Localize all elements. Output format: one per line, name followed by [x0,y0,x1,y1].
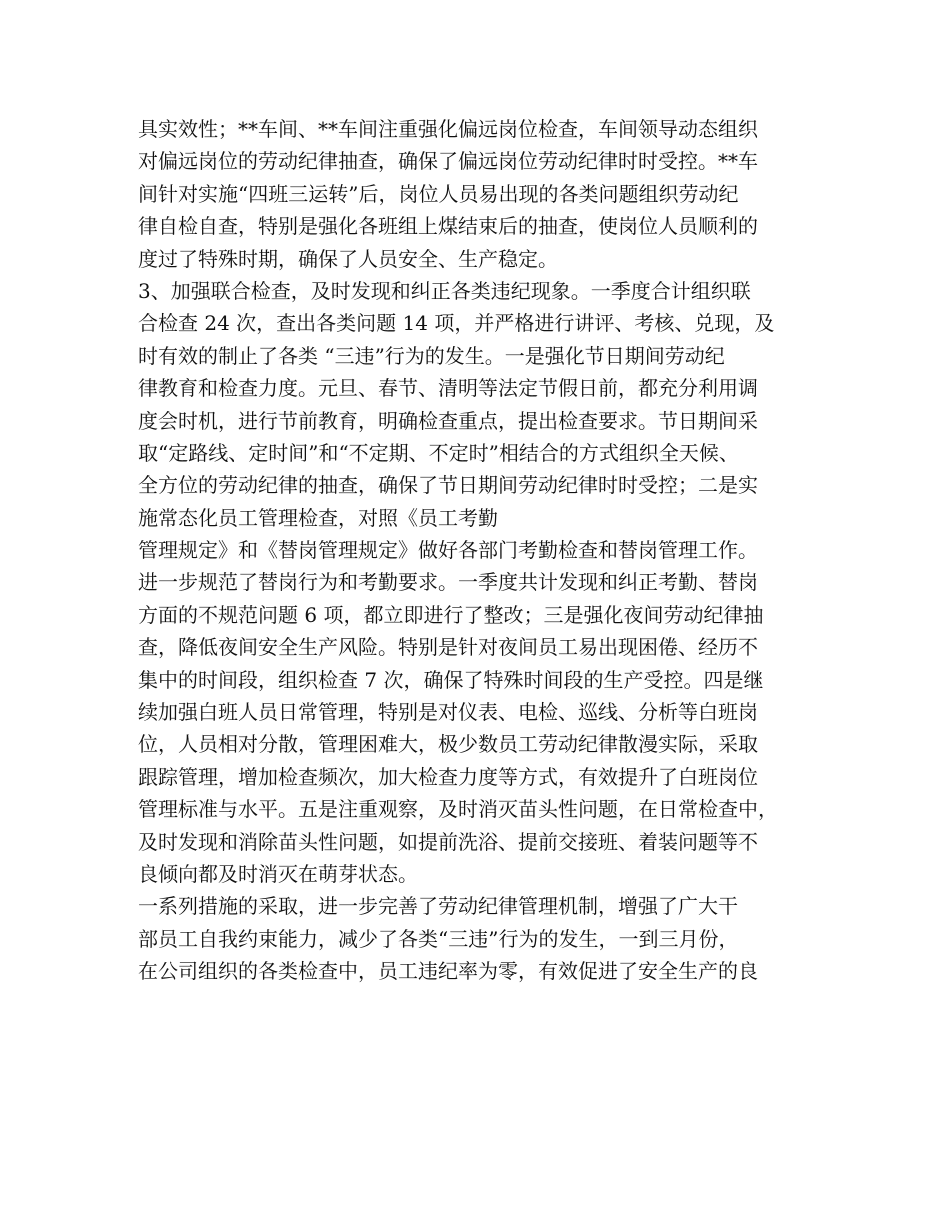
text-line: 部员工自我约束能力，减少了各类“三违”行为的发生，一到三月份， [138,926,739,951]
text-line: 查，降低夜间安全生产风险。特别是针对夜间员工易出现困倦、经历不 [138,635,758,660]
text-line: 位，人员相对分散，管理困难大，极少数员工劳动纪律散漫实际，采取 [138,732,758,757]
text-line: 间针对实施“四班三运转”后，岗位人员易出现的各类问题组织劳动纪 [138,181,739,206]
text-line: 合检查 24 次，查出各类问题 14 项，并严格进行讲评、考核、兑现，及 [138,311,775,336]
text-line: 全方位的劳动纪律的抽查，确保了节日期间劳动纪律时时受控；二是实 [138,473,758,498]
text-line: 3、加强联合检查，及时发现和纠正各类违纪现象。一季度合计组织联 [138,278,751,303]
text-line: 律教育和检查力度。元旦、春节、清明等法定节假日前，都充分利用调 [138,376,758,401]
text-line: 管理标准与水平。五是注重观察，及时消灭苗头性问题，在日常检查中， [138,797,778,822]
text-line: 取“定路线、定时间”和“不定期、不定时”相结合的方式组织全天候、 [138,440,739,465]
text-line: 一系列措施的采取，进一步完善了劳动纪律管理机制，增强了广大干 [138,894,738,919]
body-text [138,113,828,988]
text-line: 续加强白班人员日常管理，特别是对仪表、电检、巡线、分析等白班岗 [138,700,758,725]
text-line: 度会时机，进行节前教育，明确检查重点，提出检查要求。节日期间采 [138,408,758,433]
text-line: 律自检自查，特别是强化各班组上煤结束后的抽查，使岗位人员顺利的 [138,214,758,239]
text-line: 及时发现和消除苗头性问题，如提前洗浴、提前交接班、着装问题等不 [138,829,758,854]
text-line: 施常态化员工管理检查，对照《员工考勤 [138,505,498,530]
text-line: 在公司组织的各类检查中，员工违纪率为零，有效促进了安全生产的良 [138,959,758,984]
text-line: 度过了特殊时期，确保了人员安全、生产稳定。 [138,246,558,271]
text-line: 时有效的制止了各类 “三违”行为的发生。一是强化节日期间劳动纪 [138,343,725,368]
text-line: 良倾向都及时消灭在萌芽状态。 [138,861,418,886]
text-line: 进一步规范了替岗行为和考勤要求。一季度共计发现和纠正考勤、替岗 [138,570,758,595]
text-line: 集中的时间段，组织检查 7 次，确保了特殊时间段的生产受控。四是继 [138,667,764,692]
text-line: 管理规定》和《替岗管理规定》做好各部门考勤检查和替岗管理工作。 [138,538,758,563]
text-line: 对偏远岗位的劳动纪律抽查，确保了偏远岗位劳动纪律时时受控。**车 [138,149,758,174]
text-line: 跟踪管理，增加检查频次，加大检查力度等方式，有效提升了白班岗位 [138,764,758,789]
text-line: 具实效性；**车间、**车间注重强化偏远岗位检查，车间领导动态组织 [138,117,758,141]
text-line: 方面的不规范问题 6 项，都立即进行了整改；三是强化夜间劳动纪律抽 [138,602,764,627]
